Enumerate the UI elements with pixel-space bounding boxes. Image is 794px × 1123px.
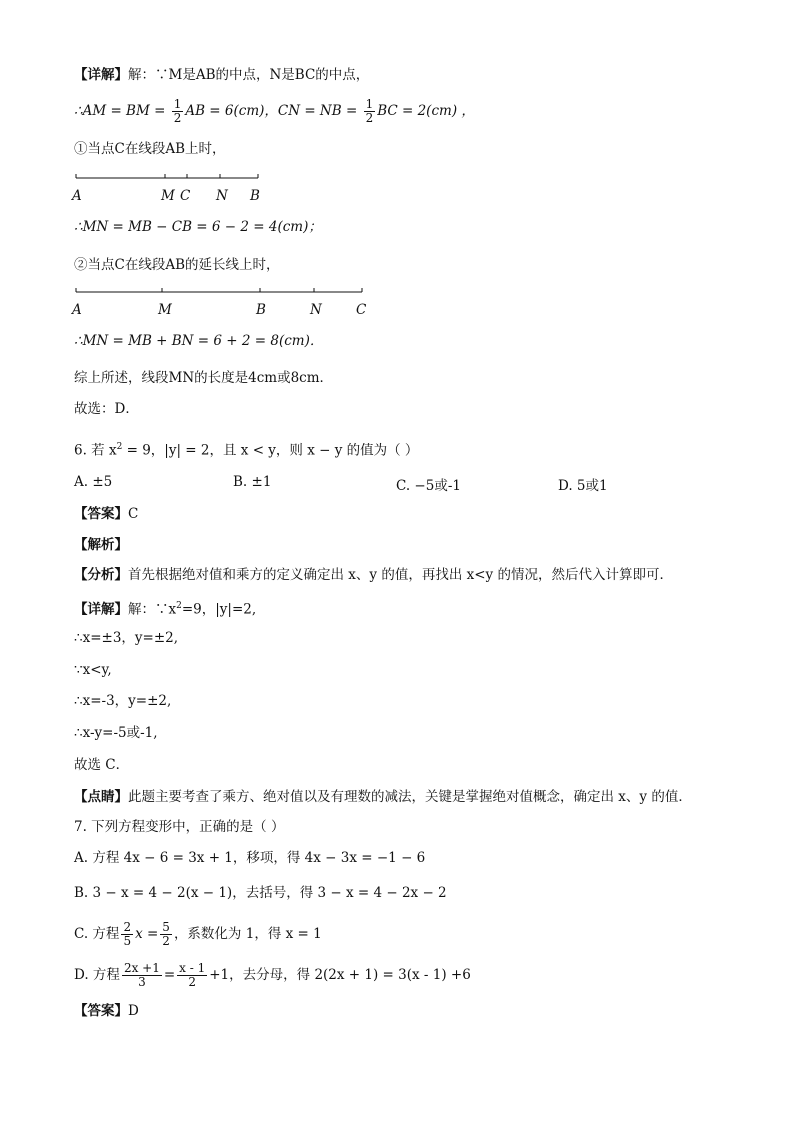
q6-dianjing-line: 【点睛】此题主要考查了乘方、绝对值以及有理数的减法，关键是掌握绝对值概念，确定出 x、y 的值．: [74, 789, 692, 805]
q6-answer: C: [128, 506, 139, 522]
q6-option-d: D. 5或1: [558, 478, 608, 494]
point-label-M: M: [161, 188, 175, 204]
point-label-B: B: [250, 188, 260, 204]
detail-label: 【详解】: [74, 67, 128, 83]
q5-detail-line: [74, 66, 369, 84]
detail-text: 解：∵M是AB的中点，N是BC的中点，: [128, 67, 370, 83]
q7-answer-line: 【答案】D: [74, 1003, 139, 1019]
fraction-x1-2: $\frac{x - 1}{2}$: [179, 961, 206, 989]
segment-diagram-case1: [74, 172, 274, 212]
q6-analysis-label: 【解析】: [74, 537, 128, 553]
q6-option-c: C. −5或-1: [396, 478, 461, 494]
point-label-M: M: [158, 302, 172, 318]
q6-answer-line: 【答案】C: [74, 506, 139, 522]
q7-option-d: D. 方程 $\frac{2x +1}{3}$ = $\frac{x - 1}{2}$ +1，去分母，得 2(2x + 1) = 3(x - 1) +6: [74, 961, 471, 989]
q5-choice: 故选：D．: [74, 401, 139, 417]
q6-step-5: 故选 C．: [74, 757, 130, 773]
summary-text: 综上所述，线段MN的长度是4cm或8cm．: [74, 370, 334, 386]
ab-value-expression: AB = 6(cm)，CN = NB =: [185, 103, 362, 119]
case1-result: ∴MN = MB − CB = 6 − 2 = 4(cm)；: [74, 219, 322, 235]
point-label-B: B: [256, 302, 266, 318]
q7-option-c: C. 方程 $\frac{2}{5}$ x = $\frac{5}{2}$ ，系数化为 1，得 x = 1: [74, 920, 322, 948]
segment-diagram-case2: [74, 286, 374, 326]
q7-answer: D: [128, 1003, 139, 1019]
q6-step-1: ∴x=±3，y=±2,: [74, 630, 179, 646]
point-label-A: A: [72, 302, 82, 318]
fraction-2x1-3: $\frac{2x +1}{3}$: [123, 961, 160, 989]
fraction-half-1: $\frac{1}{2}$: [173, 97, 182, 125]
q6-step-3: ∴x=-3，y=±2,: [74, 693, 172, 709]
segment-line-1: [74, 172, 274, 184]
q7-option-b: B. 3 − x = 4 − 2(x − 1)，去括号，得 3 − x = 4 − 2x − 2: [74, 885, 447, 901]
q7-option-a: A. 方程 4x − 6 = 3x + 1，移项，得 4x − 3x = −1 − 6: [74, 850, 426, 866]
q6-step-2: ∵x<y,: [74, 662, 112, 678]
fraction-2-5: $\frac{2}{5}$: [123, 920, 132, 948]
point-label-C: C: [180, 188, 191, 204]
point-label-N: N: [216, 188, 228, 204]
point-label-C: C: [356, 302, 367, 318]
case2-text: ②当点C在线段AB的延长线上时，: [74, 257, 280, 273]
am-bm-expression: ∴AM = BM =: [74, 103, 170, 119]
q6-fenxi-line: 【分析】首先根据绝对值和乘方的定义确定出 x、y 的值，再找出 x<y 的情况，然后代入计算即可．: [74, 567, 673, 583]
q6-option-b: B. ±1: [233, 474, 272, 490]
segment-line-2: [74, 286, 374, 298]
bc-value-expression: BC = 2(cm) ，: [377, 103, 475, 119]
point-label-A: A: [72, 188, 82, 204]
case2-result: ∴MN = MB + BN = 6 + 2 = 8(cm)．: [74, 333, 324, 349]
point-label-N: N: [310, 302, 322, 318]
fraction-half-2: $\frac{1}{2}$: [365, 97, 374, 125]
q6-option-a: A. ±5: [74, 474, 113, 490]
q6-stem: 6. 若 $x^2 = 9$，|y| = 2，且 x < y，则 x − y 的值为（ ）: [74, 442, 419, 459]
case1-text: ①当点C在线段AB上时，: [74, 141, 226, 157]
q5-midpoint-line: [74, 96, 475, 126]
q7-stem: 7. 下列方程变形中，正确的是（ ）: [74, 819, 285, 835]
fraction-5-2: $\frac{5}{2}$: [162, 920, 170, 948]
q6-detail-line: 【详解】解：$\because x^2=9$，|y|=2,: [74, 601, 257, 618]
q6-step-4: ∴x-y=-5或-1,: [74, 725, 158, 741]
